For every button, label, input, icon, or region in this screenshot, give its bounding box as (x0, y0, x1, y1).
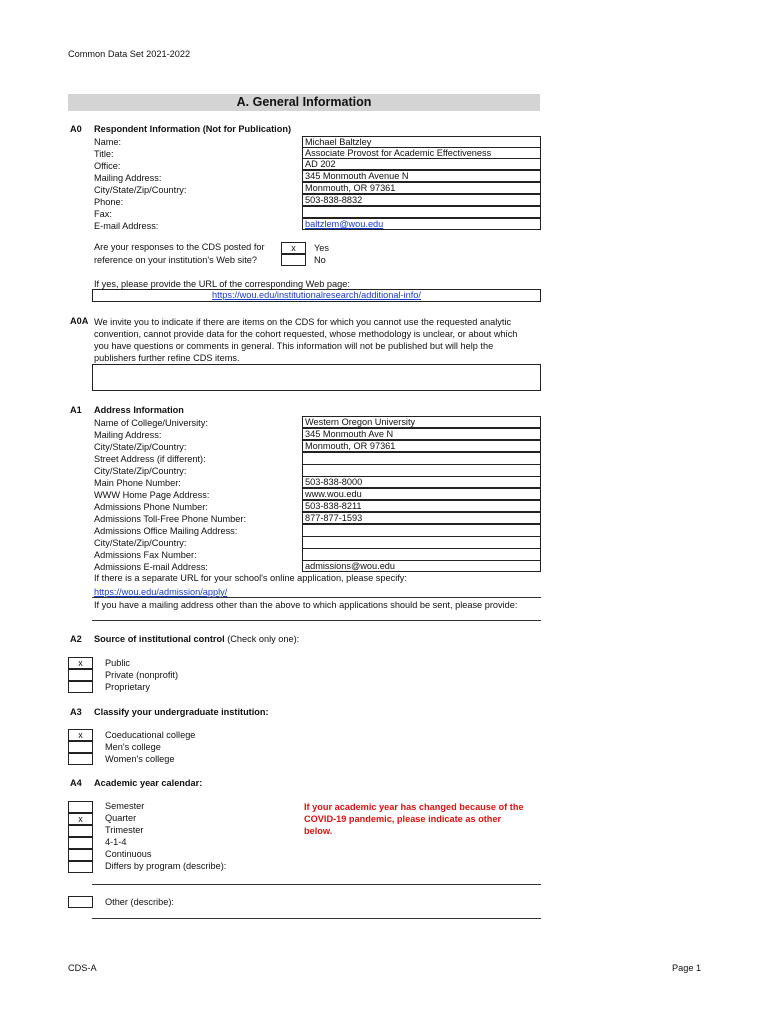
a4-other-line[interactable] (92, 918, 541, 919)
a0-no-checkbox[interactable] (281, 254, 306, 266)
a0a-text-line1: We invite you to indicate if there are items on the CDS for which you cannot use the requested analytic (94, 317, 512, 327)
a0-label-name: Name: (94, 137, 122, 147)
a1-label-adm-tollfree: Admissions Toll-Free Phone Number: (94, 514, 246, 524)
a0-office-field[interactable]: AD 202 (302, 158, 541, 170)
a2-title-row (94, 634, 299, 644)
footer-left: CDS-A (68, 963, 97, 973)
a1-label-street-city: City/State/Zip/Country: (94, 466, 187, 476)
a0-label-office: Office: (94, 161, 121, 171)
a3-womens-label: Women's college (105, 754, 175, 764)
a4-quarter-checkbox[interactable]: x (68, 813, 93, 825)
a4-continuous-label: Continuous (105, 849, 152, 859)
a4-covid-note-line3: below. (304, 826, 333, 836)
a1-label-www: WWW Home Page Address: (94, 490, 210, 500)
a1-url-divider (92, 597, 541, 598)
a1-city-field[interactable]: Monmouth, OR 97361 (302, 440, 541, 452)
a0a-number: A0A (70, 316, 89, 326)
a1-label-adm-phone: Admissions Phone Number: (94, 502, 208, 512)
a0a-text-line2: convention, cannot provide data for the cohort requested, whose methodology is unclear, or about which (94, 329, 518, 339)
a4-trimester-label: Trimester (105, 825, 144, 835)
a2-title-suffix: (Check only one): (224, 634, 300, 644)
a0-title-field[interactable]: Associate Provost for Academic Effectiveness (302, 147, 541, 159)
a1-other-address-prompt: If you have a mailing address other than the above to which applications should be sent, please provide: (94, 600, 518, 610)
section-title: A. General Information (68, 94, 540, 111)
a2-title: Source of institutional control (94, 634, 225, 644)
a4-414-label: 4-1-4 (105, 837, 127, 847)
a4-414-checkbox[interactable] (68, 837, 93, 849)
a1-label-mailing: Mailing Address: (94, 430, 162, 440)
a0-label-mailing: Mailing Address: (94, 173, 162, 183)
a4-other-checkbox[interactable] (68, 896, 93, 908)
a4-covid-note-line1: If your academic year has changed because of the (304, 802, 524, 812)
a3-coed-checkbox[interactable]: x (68, 729, 93, 741)
a0-label-email: E-mail Address: (94, 221, 159, 231)
a0-label-title: Title: (94, 149, 114, 159)
a1-adm-email-field[interactable]: admissions@wou.edu (302, 560, 541, 572)
a1-online-app-url[interactable]: https://wou.edu/admission/apply/ (94, 587, 228, 597)
a1-college-field[interactable]: Western Oregon University (302, 416, 541, 428)
a1-number: A1 (70, 405, 82, 415)
a1-label-adm-email: Admissions E-mail Address: (94, 562, 208, 572)
a1-adm-tollfree-field[interactable]: 877-877-1593 (302, 512, 541, 524)
a0-number: A0 (70, 124, 82, 134)
a1-online-app-prompt: If there is a separate URL for your school's online application, please specify: (94, 573, 407, 583)
a1-label-adm-city: City/State/Zip/Country: (94, 538, 187, 548)
a2-public-checkbox[interactable]: x (68, 657, 93, 669)
a4-differs-line[interactable] (92, 884, 541, 885)
a2-proprietary-label: Proprietary (105, 682, 150, 692)
a1-label-street: Street Address (if different): (94, 454, 206, 464)
a1-label-adm-fax: Admissions Fax Number: (94, 550, 197, 560)
a0-url-field[interactable] (92, 289, 541, 302)
a1-label-adm-mailing: Admissions Office Mailing Address: (94, 526, 238, 536)
a2-number: A2 (70, 634, 82, 644)
a4-covid-note-line2: COVID-19 pandemic, please indicate as other (304, 814, 502, 824)
document-header: Common Data Set 2021-2022 (68, 49, 191, 59)
a3-mens-checkbox[interactable] (68, 741, 93, 753)
a0-title: Respondent Information (Not for Publication) (94, 124, 292, 134)
a2-proprietary-checkbox[interactable] (68, 681, 93, 693)
a0-mailing-field[interactable]: 345 Monmouth Avenue N (302, 170, 541, 182)
a0-question-line2: reference on your institution's Web site? (94, 255, 257, 265)
a3-number: A3 (70, 707, 82, 717)
a4-semester-label: Semester (105, 801, 145, 811)
a0a-text-line4: publishers further refine CDS items. (94, 353, 240, 363)
a0-city-field[interactable]: Monmouth, OR 97361 (302, 182, 541, 194)
a0-label-fax: Fax: (94, 209, 112, 219)
a1-label-main-phone: Main Phone Number: (94, 478, 181, 488)
a2-public-label: Public (105, 658, 131, 668)
a4-title: Academic year calendar: (94, 778, 203, 788)
a0-email-field[interactable]: baltzlem@wou.edu (302, 218, 541, 230)
footer-page-number: Page 1 (672, 963, 702, 973)
a3-womens-checkbox[interactable] (68, 753, 93, 765)
a4-trimester-checkbox[interactable] (68, 825, 93, 837)
a4-differs-checkbox[interactable] (68, 861, 93, 873)
a0-label-phone: Phone: (94, 197, 124, 207)
a0-yes-checkbox[interactable]: x (281, 242, 306, 254)
a1-mailing-field[interactable]: 345 Monmouth Ave N (302, 428, 541, 440)
a0-name-field[interactable]: Michael Baltzley (302, 136, 541, 148)
a0-url-link[interactable]: https://wou.edu/institutionalresearch/additional-info/ (212, 290, 421, 300)
a0a-text-line3: you have questions or comments in general. This information will not be published but will help the (94, 341, 494, 351)
a0-label-city: City/State/Zip/Country: (94, 185, 187, 195)
a4-semester-checkbox[interactable] (68, 801, 93, 813)
a4-differs-label: Differs by program (describe): (105, 861, 227, 871)
a1-other-address-line[interactable] (92, 620, 541, 621)
a1-www-field[interactable]: www.wou.edu (302, 488, 541, 500)
a0-no-label: No (314, 255, 326, 265)
a4-quarter-label: Quarter (105, 813, 137, 823)
a1-label-college: Name of College/University: (94, 418, 208, 428)
a3-mens-label: Men's college (105, 742, 161, 752)
a2-private-label: Private (nonprofit) (105, 670, 179, 680)
a3-title: Classify your undergraduate institution: (94, 707, 269, 717)
a4-other-label: Other (describe): (105, 897, 174, 907)
a0-yes-label: Yes (314, 243, 329, 253)
a1-main-phone-field[interactable]: 503-838-8000 (302, 476, 541, 488)
a0-question-line1: Are your responses to the CDS posted for (94, 242, 265, 252)
a3-coed-label: Coeducational college (105, 730, 196, 740)
a0a-comment-box[interactable] (92, 364, 541, 391)
a4-number: A4 (70, 778, 82, 788)
a0-fax-field[interactable] (302, 206, 541, 218)
a0-url-prompt: If yes, please provide the URL of the corresponding Web page: (94, 279, 350, 289)
a1-title: Address Information (94, 405, 184, 415)
a1-adm-phone-field[interactable]: 503-838-8211 (302, 500, 541, 512)
a2-private-checkbox[interactable] (68, 669, 93, 681)
a4-continuous-checkbox[interactable] (68, 849, 93, 861)
a1-label-city: City/State/Zip/Country: (94, 442, 187, 452)
a0-phone-field[interactable]: 503-838-8832 (302, 194, 541, 206)
